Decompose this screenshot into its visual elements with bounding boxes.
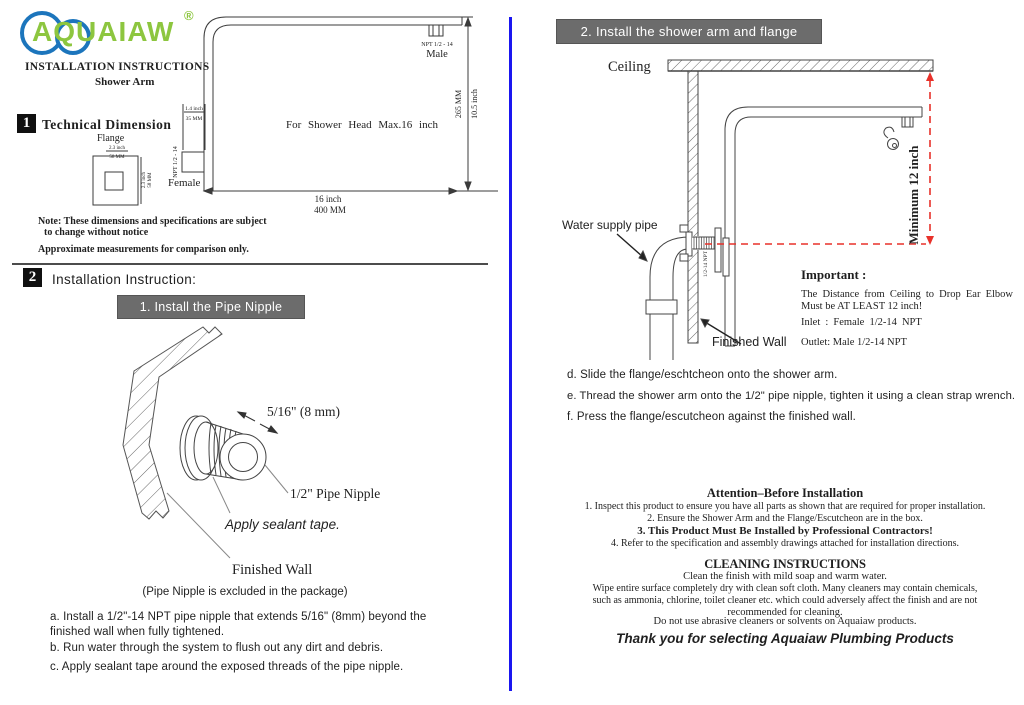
sprayer-icon bbox=[884, 127, 899, 149]
flange-width-in: 2.3 inch bbox=[108, 146, 126, 151]
attention-title: Attention–Before Installation bbox=[706, 486, 864, 500]
nipple-threads bbox=[194, 422, 266, 480]
cleaning-line-3: such as ammonia, chlorine, toilet cleaner etc. which could adversely affect the finish and are not bbox=[592, 595, 978, 606]
section1-title: Technical Dimension bbox=[42, 117, 172, 132]
water-supply-label: Water supply pipe bbox=[562, 218, 658, 232]
cleaning-line-4: recommended for cleaning. bbox=[727, 607, 843, 618]
note-line1: Note: These dimensions and specifications are subject bbox=[38, 216, 267, 227]
wall-leader bbox=[167, 493, 230, 558]
npt-label: 1/2-14 NPT bbox=[703, 250, 709, 278]
step-f: f. Press the flange/escutcheon against the finished wall. bbox=[567, 411, 856, 423]
section-divider bbox=[12, 263, 488, 265]
female-fitting bbox=[182, 104, 205, 172]
thanks-line: Thank you for selecting Aquaiaw Plumbing Products bbox=[616, 631, 954, 646]
step-d: d. Slide the flange/eschtcheon onto the shower arm. bbox=[567, 369, 838, 381]
pipe-nipple-drawing bbox=[105, 325, 415, 587]
doc-title: INSTALLATION INSTRUCTIONS bbox=[25, 61, 210, 73]
protrusion-dim-label: 5/16" (8 mm) bbox=[267, 404, 341, 419]
cleaning-title: CLEANING INSTRUCTIONS bbox=[704, 557, 866, 571]
ceiling-section bbox=[668, 60, 933, 71]
female-npt-label: NPT 1/2 - 14 bbox=[173, 146, 179, 178]
minimum-distance-dimension bbox=[705, 72, 934, 245]
flange-label: Flange bbox=[97, 133, 125, 144]
flange-height-in: 2.3 inch bbox=[142, 171, 147, 189]
shower-arm-install-drawing bbox=[555, 48, 1024, 370]
important-line2: Must be AT LEAST 12 inch! bbox=[801, 301, 923, 312]
attention-item-3: 3. This Product Must Be Installed by Professional Contractors! bbox=[637, 525, 933, 537]
ceiling-label: Ceiling bbox=[608, 59, 651, 75]
male-fitting bbox=[429, 25, 443, 36]
section2-title: Installation Instruction: bbox=[52, 272, 197, 287]
step2-header-bar: 2. Install the shower arm and flange bbox=[556, 19, 822, 44]
pipe-nipple-label: 1/2" Pipe Nipple bbox=[290, 486, 381, 501]
water-supply-pipe bbox=[646, 225, 692, 360]
step-b: b. Run water through the system to flush out any dirt and debris. bbox=[50, 642, 384, 654]
female-width-in: 1.4 inch bbox=[185, 106, 203, 112]
cleaning-line-1: Clean the finish with mild soap and warm water. bbox=[683, 571, 887, 582]
note-line3: Approximate measurements for comparison only. bbox=[38, 244, 249, 255]
length-dimension bbox=[204, 188, 498, 194]
finished-wall-label2: Finished Wall bbox=[712, 335, 787, 349]
cleaning-line-5: Do not use abrasive cleaners or solvents on Aquaiaw products. bbox=[653, 616, 917, 627]
wall-section bbox=[688, 71, 698, 343]
attention-item-4: 4. Refer to the specification and assembly drawings attached for installation directions. bbox=[611, 538, 959, 549]
note-line2: to change without notice bbox=[44, 227, 149, 238]
female-label: Female bbox=[168, 177, 201, 189]
inlet-line: Inlet : Female 1/2-14 NPT bbox=[801, 317, 922, 328]
finished-wall-label: Finished Wall bbox=[232, 562, 313, 578]
wall-nipple bbox=[692, 236, 717, 250]
excluded-note: (Pipe Nipple is excluded in the package) bbox=[142, 586, 348, 598]
doc-subtitle: Shower Arm bbox=[95, 76, 155, 88]
step-c: c. Apply sealant tape around the exposed threads of the pipe nipple. bbox=[50, 661, 404, 673]
length-in-label: 16 inch bbox=[314, 194, 342, 204]
section1-badge: 1 bbox=[17, 114, 36, 133]
nipple-leader bbox=[265, 465, 288, 493]
column-divider bbox=[509, 17, 512, 691]
attention-item-1: 1. Inspect this product to ensure you have all parts as shown that are required for proper installation. bbox=[584, 501, 986, 512]
male-npt-label: NPT 1/2 - 14 bbox=[421, 42, 453, 48]
important-title: Important : bbox=[801, 267, 867, 282]
female-width-mm: 35 MM bbox=[185, 116, 203, 122]
length-mm-label: 400 MM bbox=[314, 205, 346, 215]
height-in-label: 10.5 inch bbox=[470, 89, 479, 119]
male-label: Male bbox=[426, 49, 448, 60]
important-line1: The Distance from Ceiling to Drop Ear Elbow bbox=[801, 289, 1013, 300]
sealant-leader bbox=[213, 477, 230, 513]
sealant-label: Apply sealant tape. bbox=[225, 517, 340, 532]
step1-header-bar: 1. Install the Pipe Nipple bbox=[117, 295, 305, 319]
height-mm-label: 265 MM bbox=[454, 89, 463, 119]
arm-center-note: For Shower Head Max.16 inch bbox=[286, 119, 438, 131]
step-e: e. Thread the shower arm onto the 1/2" pipe nipple, tighten it using a clean strap wrench. bbox=[567, 390, 1016, 402]
section2-badge: 2 bbox=[23, 268, 42, 287]
flange-width-mm: 58 MM bbox=[109, 155, 125, 160]
minimum-label: Minimum 12 inch bbox=[906, 145, 921, 245]
water-supply-arrow bbox=[617, 234, 643, 257]
brand-wordmark: AQUAIAW bbox=[32, 16, 175, 47]
step-a: a. Install a 1/2"-14 NPT pipe nipple that extends 5/16" (8mm) beyond the finished wall when fully tightened. bbox=[50, 611, 427, 638]
flange-escutcheon bbox=[715, 228, 729, 276]
registered-mark: ® bbox=[184, 8, 194, 23]
outlet-line: Outlet: Male 1/2-14 NPT bbox=[801, 337, 907, 348]
cleaning-line-2: Wipe entire surface completely dry with clean soft cloth. Many cleaners may contain chemicals, bbox=[592, 583, 978, 594]
flange-height-mm: 58 MM bbox=[148, 172, 153, 188]
attention-item-2: 2. Ensure the Shower Arm and the Flange/Escutcheon are in the box. bbox=[647, 513, 923, 524]
